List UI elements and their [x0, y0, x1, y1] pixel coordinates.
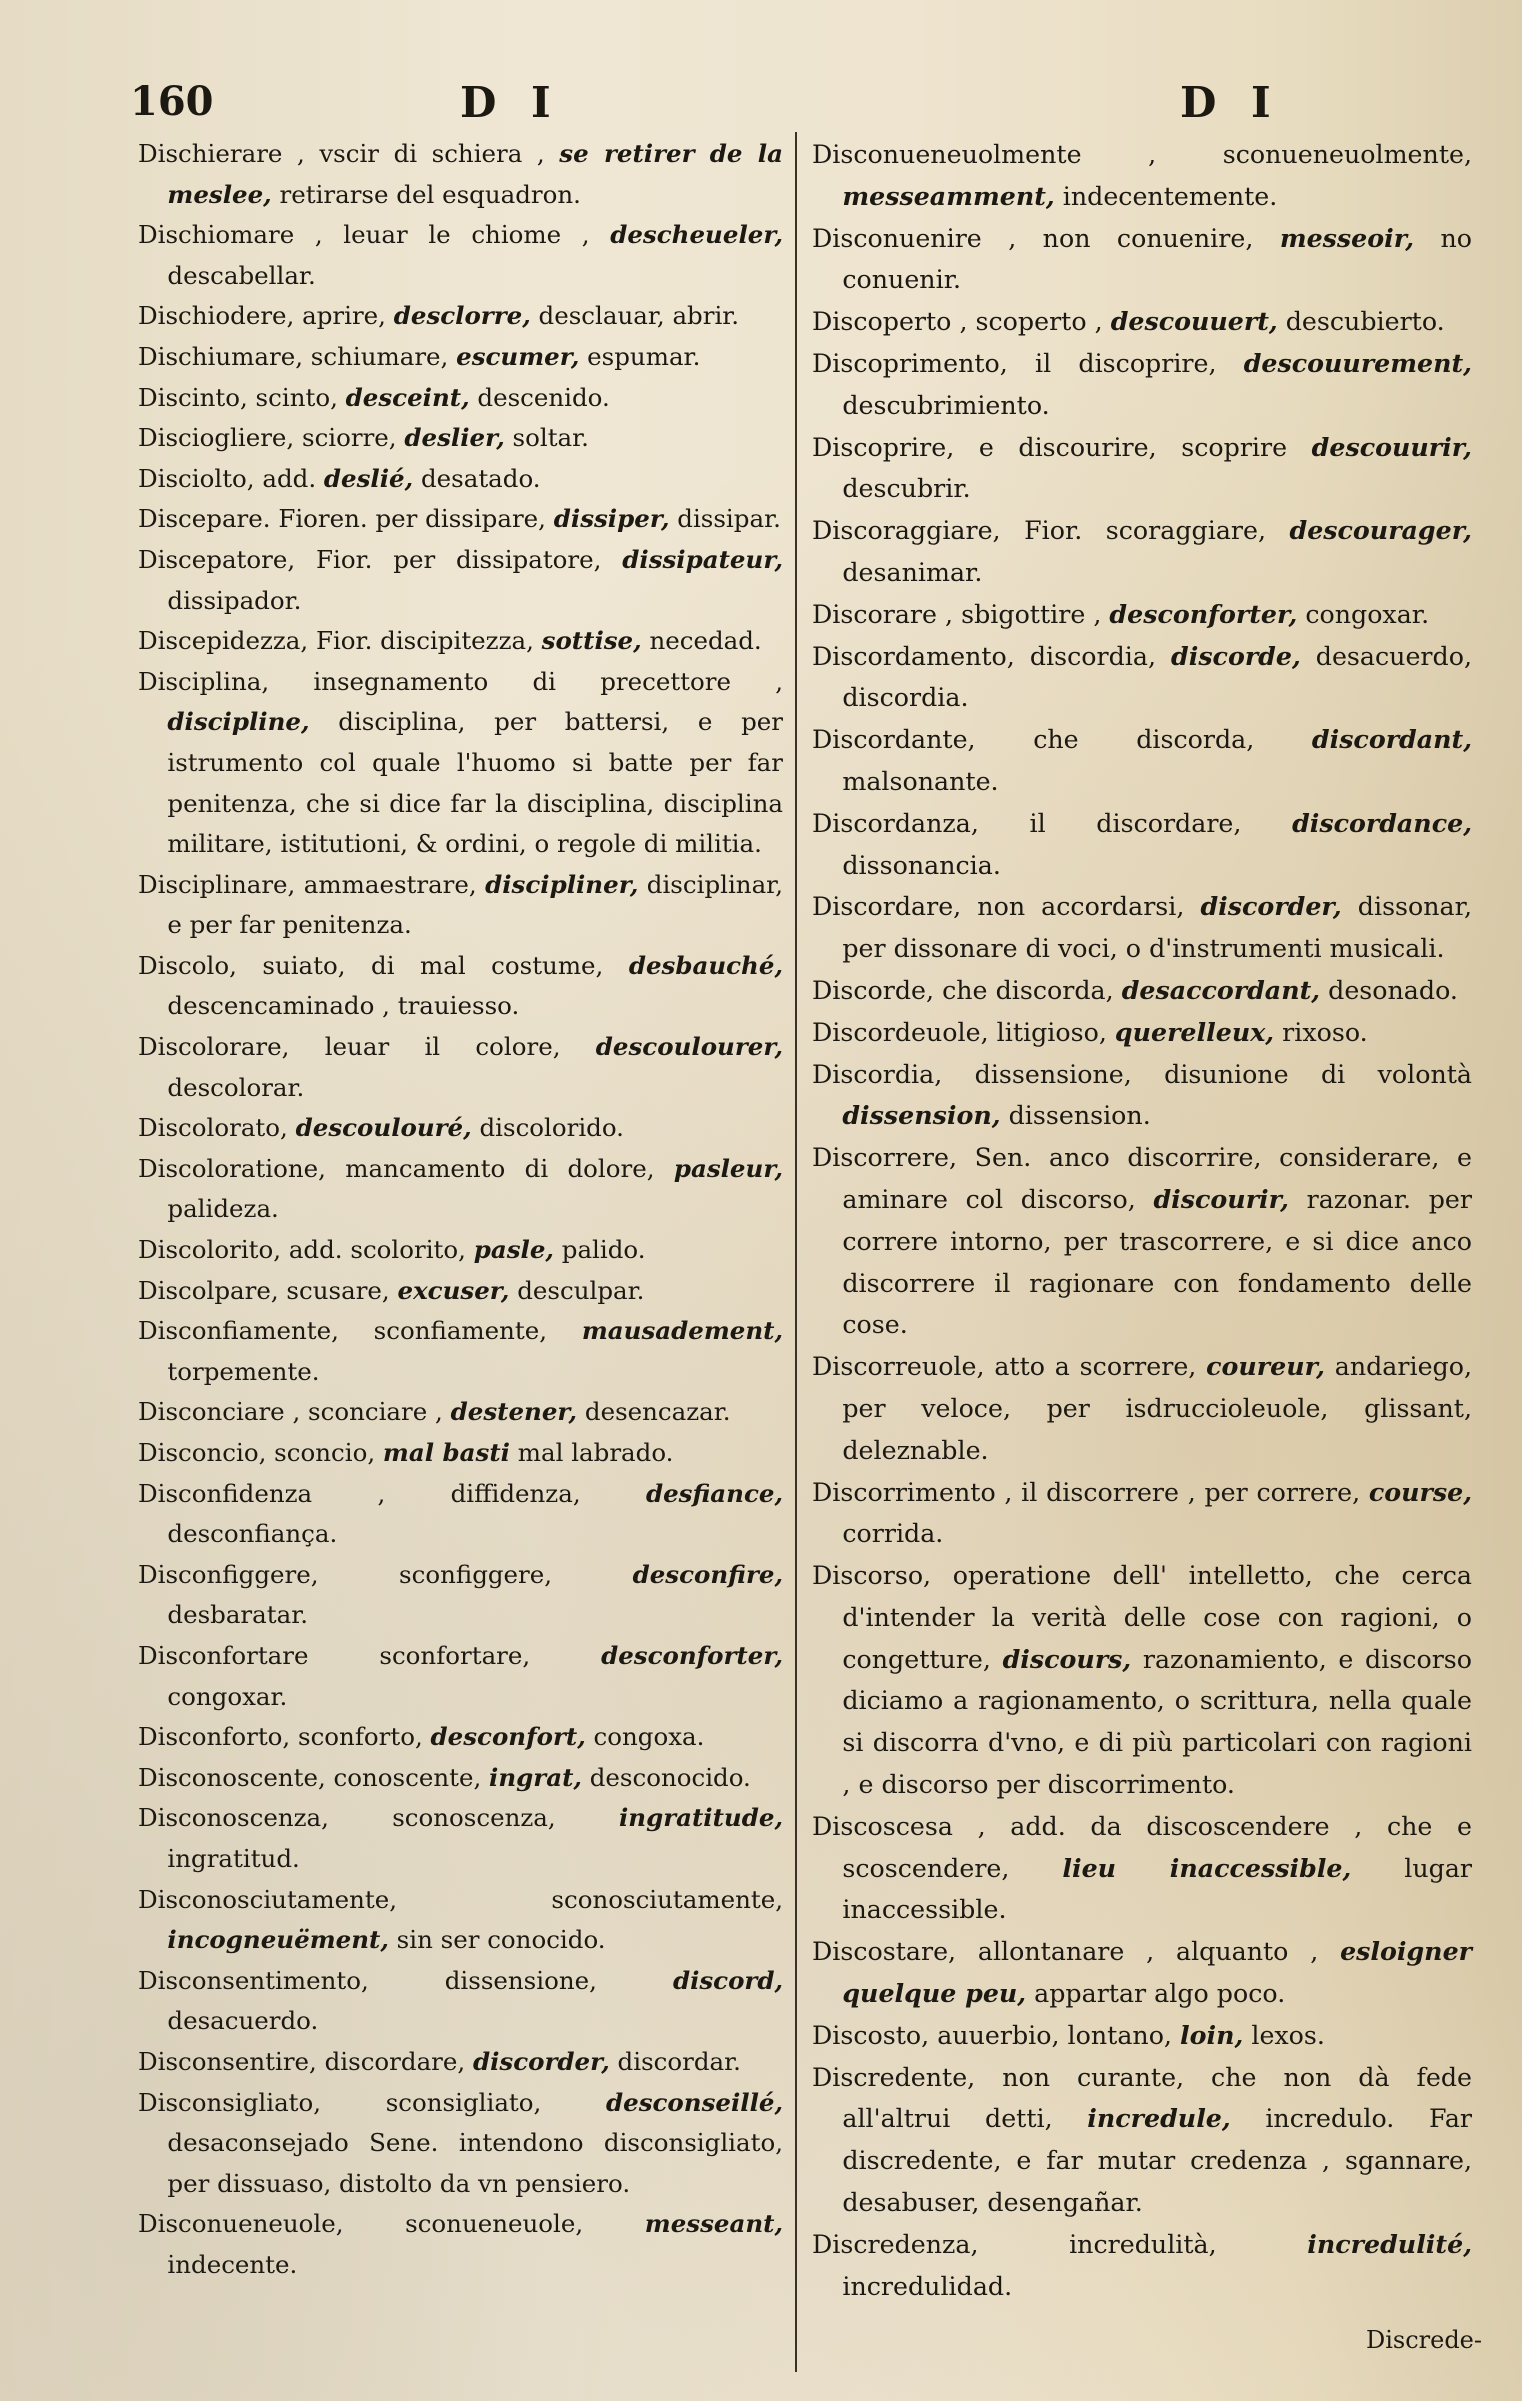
dictionary-entry [138, 1108, 783, 1149]
entry-spanish-equivalent: incredulo. Far discredente, e far mutar credenza , sgannare, desabuser, desengañar. [842, 2104, 1472, 2218]
entry-headword: Discoraggiare, Fior. scoraggiare, [812, 516, 1290, 546]
entry-french-equivalent: sottise, [541, 626, 642, 656]
entry-french-equivalent: coureur, [1206, 1351, 1325, 1382]
page-header [130, 78, 1460, 138]
entry-headword: Disconfiamente, sconfiamente, [138, 1316, 582, 1346]
entry-headword: Discepatore, Fior. per dissipatore, [138, 544, 623, 574]
entry-french-equivalent: loin, [1180, 2019, 1244, 2050]
dictionary-entry [138, 1433, 783, 1474]
dictionary-entry [138, 1555, 783, 1636]
entry-spanish-equivalent: desconfiança. [167, 1519, 338, 1549]
entry-french-equivalent: discordant, [1311, 724, 1472, 755]
entry-headword: Disconosciutamente, sconosciutamente, [138, 1884, 783, 1914]
entry-headword: Disconuenire , non conuenire, [812, 223, 1280, 253]
entry-spanish-equivalent: torpemente. [167, 1356, 320, 1386]
dictionary-entry [138, 2042, 783, 2083]
dictionary-entry [138, 1271, 783, 1312]
entry-headword: Discoprire, e discourire, scoprire [812, 432, 1312, 462]
dictionary-entry [138, 2083, 783, 2205]
entry-headword: Discorare , sbigottire , [812, 599, 1110, 629]
entry-french-equivalent: descoulouré, [295, 1113, 472, 1143]
entry-spanish-equivalent: dissension. [1000, 1101, 1151, 1131]
entry-headword: Discoperto , scoperto , [812, 307, 1111, 337]
dictionary-entry [812, 803, 1472, 887]
page-number: 160 [130, 78, 214, 125]
entry-spanish-equivalent: indecente. [167, 2249, 298, 2279]
entry-spanish-equivalent: desacuerdo, discordia. [842, 641, 1472, 713]
dictionary-entry [138, 1474, 783, 1555]
dictionary-entry [138, 946, 783, 1027]
entry-headword: Disciolto, add. [138, 463, 324, 493]
dictionary-entry [138, 418, 783, 459]
entry-headword: Discepidezza, Fior. discipitezza, [138, 626, 542, 656]
dictionary-entry [138, 296, 783, 337]
dictionary-entry [812, 2224, 1472, 2308]
entry-headword: Discepare. Fioren. per dissipare, [138, 504, 554, 534]
entry-headword: Discolorito, add. scolorito, [138, 1235, 474, 1265]
entry-french-equivalent: desconseillé, [605, 2087, 783, 2117]
dictionary-entry [138, 1392, 783, 1433]
entry-french-equivalent: descouuert, [1110, 306, 1278, 337]
entry-spanish-equivalent: indecentemente. [1054, 181, 1278, 211]
entry-french-equivalent: se retirer de la meslee, [167, 139, 783, 209]
entry-spanish-equivalent: soltar. [504, 423, 589, 453]
dictionary-entry [138, 1149, 783, 1230]
dictionary-entry [138, 662, 783, 865]
dictionary-entry [812, 301, 1472, 343]
entry-french-equivalent: descheueler, [610, 220, 783, 250]
dictionary-entry [812, 427, 1472, 511]
dictionary-entry [138, 499, 783, 540]
entry-spanish-equivalent: dissonancia. [842, 850, 1001, 880]
entry-spanish-equivalent: congoxar. [167, 1681, 288, 1711]
dictionary-entry [138, 215, 783, 296]
dictionary-entry [138, 540, 783, 621]
dictionary-entry [812, 886, 1472, 970]
entry-french-equivalent: mal basti [382, 1438, 510, 1467]
dictionary-entry [138, 621, 783, 662]
entry-french-equivalent: discorder, [1200, 891, 1342, 922]
entry-french-equivalent: desaccordant, [1121, 974, 1321, 1005]
entry-headword: Discredente, non curante, che non dà fede all'altrui detti, [812, 2062, 1472, 2134]
entry-spanish-equivalent: desatado. [413, 463, 541, 493]
entry-headword: Discordia, dissensione, disunione di volontà [812, 1059, 1472, 1089]
entry-french-equivalent: discord, [672, 1965, 783, 1995]
entry-spanish-equivalent: discolorido. [471, 1113, 624, 1143]
entry-headword: Dischierare , vscir di schiera , [138, 139, 560, 168]
entry-french-equivalent: discipline, [167, 707, 310, 737]
dictionary-entry [138, 1311, 783, 1392]
entry-headword: Disconsentire, discordare, [138, 2046, 473, 2076]
entry-french-equivalent: discorder, [472, 2046, 610, 2076]
entry-french-equivalent: messeamment, [842, 180, 1055, 211]
entry-headword: Disconsigliato, sconsigliato, [138, 2087, 606, 2117]
entry-french-equivalent: pasleur, [673, 1153, 783, 1183]
entry-headword: Disconueneuolmente , sconueneuolmente, [812, 140, 1472, 169]
entry-french-equivalent: incogneuëment, [167, 1925, 389, 1955]
entry-headword: Discoscesa , add. da discoscendere , che e scoscendere, [812, 1811, 1472, 1883]
entry-headword: Disconueneuole, sconueneuole, [138, 2209, 645, 2239]
entry-spanish-equivalent: palido. [553, 1235, 646, 1265]
entry-spanish-equivalent: desconocido. [581, 1762, 751, 1792]
entry-spanish-equivalent: congoxar. [1297, 599, 1430, 629]
entry-headword: Discorrere, Sen. anco discorrire, considerare, e aminare col discorso, [812, 1143, 1472, 1214]
left-column [138, 134, 783, 2285]
entry-french-equivalent: messeant, [644, 2209, 783, 2239]
entry-headword: Discorde, che discorda, [812, 975, 1122, 1005]
entry-headword: Discolorare, leuar il colore, [138, 1032, 596, 1062]
entry-spanish-equivalent: sin ser conocido. [388, 1925, 606, 1955]
entry-spanish-equivalent: malsonante. [842, 766, 999, 796]
entry-headword: Dischiodere, aprire, [138, 301, 394, 331]
entry-headword: Discostare, allontanare , alquanto , [812, 1937, 1341, 1967]
dictionary-entry [812, 2015, 1472, 2057]
entry-headword: Dischiomare , leuar le chiome , [138, 220, 611, 250]
dictionary-entry [138, 1027, 783, 1108]
entry-headword: Discordanza, il discordare, [812, 808, 1293, 838]
dictionary-entry [138, 865, 783, 946]
entry-spanish-equivalent: andariego, per veloce, per isdruccioleuole, glissant, deleznable. [842, 1352, 1472, 1465]
entry-spanish-equivalent: descubrimiento. [842, 390, 1050, 420]
dictionary-entry [812, 970, 1472, 1012]
entry-french-equivalent: escumer, [456, 341, 580, 371]
entry-headword: Dischiumare, schiumare, [138, 341, 457, 371]
entry-french-equivalent: desceint, [345, 382, 470, 412]
catchword: Discrede- [1365, 2326, 1482, 2354]
entry-spanish-equivalent: descubrir. [842, 474, 971, 504]
entry-headword: Disciplina, insegnamento di precettore , [138, 666, 783, 696]
entry-french-equivalent: desclorre, [393, 301, 531, 331]
entry-headword: Discorreuole, atto a scorrere, [812, 1352, 1207, 1382]
entry-spanish-equivalent: desbaratar. [167, 1600, 309, 1630]
dictionary-entry [138, 1636, 783, 1717]
dictionary-entry [138, 459, 783, 500]
entry-spanish-equivalent: descencaminado , trauiesso. [167, 991, 520, 1021]
entry-headword: Discolpare, scusare, [138, 1275, 398, 1305]
entry-headword: Disconciare , sconciare , [138, 1397, 451, 1427]
dictionary-entry [138, 1230, 783, 1271]
entry-headword: Discorso, operatione dell' intelletto, che cerca d'intender la verità delle cose con ragioni, o congetture, [812, 1561, 1472, 1674]
dictionary-entry [812, 343, 1472, 427]
running-head-left: D I [460, 78, 561, 127]
dictionary-entry [138, 337, 783, 378]
entry-french-equivalent: discourir, [1153, 1183, 1289, 1214]
entry-french-equivalent: dissipateur, [622, 544, 783, 574]
entry-spanish-equivalent: palideza. [167, 1194, 279, 1224]
entry-french-equivalent: deslier, [404, 423, 505, 453]
entry-french-equivalent: excuser, [397, 1275, 510, 1305]
dictionary-entry [812, 134, 1472, 218]
entry-headword: Discosto, auuerbio, lontano, [812, 2020, 1181, 2050]
dictionary-entry [138, 2204, 783, 2285]
entry-french-equivalent: mausadement, [581, 1316, 783, 1346]
entry-spanish-equivalent: descenido. [469, 382, 610, 412]
entry-headword: Discredenza, incredulità, [812, 2229, 1308, 2259]
dictionary-entry [812, 1472, 1472, 1556]
entry-headword: Discoloratione, mancamento di dolore, [138, 1153, 674, 1183]
entry-french-equivalent: ingratitude, [618, 1803, 783, 1833]
dictionary-entry [812, 1931, 1472, 2015]
entry-french-equivalent: dissension, [842, 1100, 1001, 1131]
entry-spanish-equivalent: necedad. [641, 626, 762, 656]
entry-french-equivalent: incredulité, [1307, 2228, 1472, 2259]
entry-headword: Discolorato, [138, 1113, 296, 1143]
entry-spanish-equivalent: desencazar. [577, 1397, 731, 1427]
entry-spanish-equivalent: disciplina, per battersi, e per istrumento col quale l'huomo si batte per far penitenza, che si dice far la disciplina, disciplina militare, istitutioni, & ordini, o regole di militia. [167, 707, 783, 859]
entry-french-equivalent: descouurir, [1311, 431, 1472, 462]
entry-french-equivalent: desconforter, [601, 1640, 783, 1670]
entry-headword: Discordeuole, litigioso, [812, 1017, 1115, 1047]
entry-french-equivalent: desconfire, [632, 1559, 783, 1589]
entry-spanish-equivalent: corrida. [842, 1519, 944, 1549]
dictionary-entry [812, 636, 1472, 720]
dictionary-entry [812, 1137, 1472, 1346]
dictionary-entry [138, 378, 783, 419]
entry-headword: Disconcio, sconcio, [138, 1438, 383, 1467]
entry-headword: Discolo, suiato, di mal costume, [138, 950, 629, 980]
entry-spanish-equivalent: desonado. [1320, 975, 1458, 1005]
entry-spanish-equivalent: desacuerdo. [167, 2006, 319, 2036]
entry-french-equivalent: querelleux, [1114, 1016, 1275, 1047]
entry-french-equivalent: incredule, [1087, 2103, 1231, 2134]
right-column [812, 134, 1472, 2307]
entry-spanish-equivalent: desclauar, abrir. [530, 301, 740, 331]
entry-headword: Discordante, che discorda, [812, 725, 1312, 755]
entry-french-equivalent: ingrat, [489, 1762, 582, 1792]
dictionary-entry [812, 218, 1472, 302]
entry-headword: Discoprimento, il discoprire, [812, 348, 1244, 378]
entry-headword: Disconsentimento, dissensione, [138, 1965, 673, 1995]
entry-spanish-equivalent: desaconsejado Sene. intendono disconsigliato, per dissuaso, distolto da vn pensiero. [167, 2128, 783, 2198]
entry-spanish-equivalent: razonamiento, e discorso diciamo a ragionamento, o scrittura, nella quale si discorra d'vno, e di più particolari con ragioni , e discorso per discorrimento. [842, 1644, 1473, 1800]
entry-spanish-equivalent: congoxa. [585, 1722, 705, 1752]
entry-spanish-equivalent: lexos. [1243, 2020, 1325, 2050]
dictionary-entry [812, 1012, 1472, 1054]
dictionary-entry [138, 1758, 783, 1799]
entry-spanish-equivalent: discordar. [609, 2046, 741, 2076]
dictionary-entry [138, 1798, 783, 1879]
entry-spanish-equivalent: dissipador. [167, 585, 302, 615]
entry-french-equivalent: pasle, [473, 1235, 554, 1265]
entry-french-equivalent: descoulourer, [595, 1032, 783, 1062]
column-divider [795, 132, 797, 2372]
dictionary-entry [812, 1555, 1472, 1806]
entry-french-equivalent: desbauché, [628, 950, 783, 980]
entry-spanish-equivalent: lugar inaccessible. [842, 1853, 1472, 1925]
entry-french-equivalent: desconfort, [430, 1722, 586, 1752]
entry-spanish-equivalent: descolorar. [167, 1072, 305, 1102]
entry-french-equivalent: course, [1368, 1476, 1472, 1507]
running-head-right: D I [1180, 78, 1281, 127]
entry-spanish-equivalent: dissipar. [669, 504, 781, 534]
entry-headword: Disconforto, sconforto, [138, 1722, 431, 1752]
entry-headword: Disconoscente, conoscente, [138, 1762, 490, 1792]
dictionary-entry [812, 594, 1472, 636]
entry-spanish-equivalent: rixoso. [1274, 1017, 1368, 1047]
entry-spanish-equivalent: descubierto. [1277, 307, 1445, 337]
dictionary-entry [812, 2057, 1472, 2224]
dictionary-entry [812, 510, 1472, 594]
entry-spanish-equivalent: no conuenir. [842, 223, 1472, 295]
entry-headword: Disconfortare sconfortare, [138, 1640, 602, 1670]
entry-headword: Discorrimento , il discorrere , per correre, [812, 1477, 1369, 1507]
entry-french-equivalent: lieu inaccessible, [1062, 1852, 1352, 1883]
entry-spanish-equivalent: desculpar. [509, 1275, 645, 1305]
entry-spanish-equivalent: razonar. per correre intorno, per trascorrere, e si dice anco discorrere il ragionare con fondamento delle cose. [842, 1184, 1472, 1340]
entry-spanish-equivalent: incredulidad. [842, 2271, 1013, 2301]
entry-french-equivalent: desconforter, [1109, 598, 1298, 629]
entry-french-equivalent: discipliner, [485, 869, 639, 899]
entry-spanish-equivalent: espumar. [579, 341, 701, 371]
entry-spanish-equivalent: disciplinar, e per far penitenza. [167, 869, 783, 940]
dictionary-entry [812, 1806, 1472, 1931]
dictionary-entry [138, 1961, 783, 2042]
entry-french-equivalent: messeoir, [1279, 222, 1415, 253]
entry-french-equivalent: destener, [450, 1397, 578, 1427]
entry-headword: Disciogliere, sciorre, [138, 423, 405, 453]
dictionary-entry [138, 1880, 783, 1961]
entry-french-equivalent: discordance, [1292, 807, 1472, 838]
dictionary-entry [812, 719, 1472, 803]
entry-spanish-equivalent: appartar algo poco. [1026, 1979, 1286, 2009]
entry-headword: Discinto, scinto, [138, 382, 346, 412]
dictionary-entry [138, 134, 783, 215]
entry-headword: Discordare, non accordarsi, [812, 892, 1201, 922]
entry-french-equivalent: discours, [1002, 1643, 1132, 1674]
entry-spanish-equivalent: retirarse del esquadron. [271, 179, 581, 209]
entry-spanish-equivalent: ingratitud. [167, 1843, 300, 1873]
entry-french-equivalent: deslié, [323, 463, 414, 493]
entry-headword: Disciplinare, ammaestrare, [138, 869, 486, 899]
entry-french-equivalent: descouurement, [1243, 347, 1472, 378]
entry-spanish-equivalent: dissonar, per dissonare di voci, o d'instrumenti musicali. [842, 892, 1472, 964]
dictionary-entry [812, 1346, 1472, 1471]
entry-spanish-equivalent: descabellar. [167, 260, 316, 290]
entry-headword: Discordamento, discordia, [812, 641, 1172, 671]
dictionary-entry [812, 1054, 1472, 1138]
entry-headword: Disconfidenza , diffidenza, [138, 1478, 646, 1508]
entry-spanish-equivalent: mal labrado. [509, 1438, 674, 1467]
entry-french-equivalent: desfiance, [645, 1478, 783, 1508]
dictionary-entry [138, 1717, 783, 1758]
entry-headword: Disconoscenza, sconoscenza, [138, 1803, 619, 1833]
entry-french-equivalent: dissiper, [553, 504, 670, 534]
entry-spanish-equivalent: desanimar. [842, 557, 983, 587]
entry-french-equivalent: esloigner quelque peu, [842, 1936, 1472, 2009]
entry-french-equivalent: discorde, [1171, 640, 1301, 671]
entry-french-equivalent: descourager, [1289, 515, 1472, 546]
entry-headword: Disconfiggere, sconfiggere, [138, 1559, 633, 1589]
